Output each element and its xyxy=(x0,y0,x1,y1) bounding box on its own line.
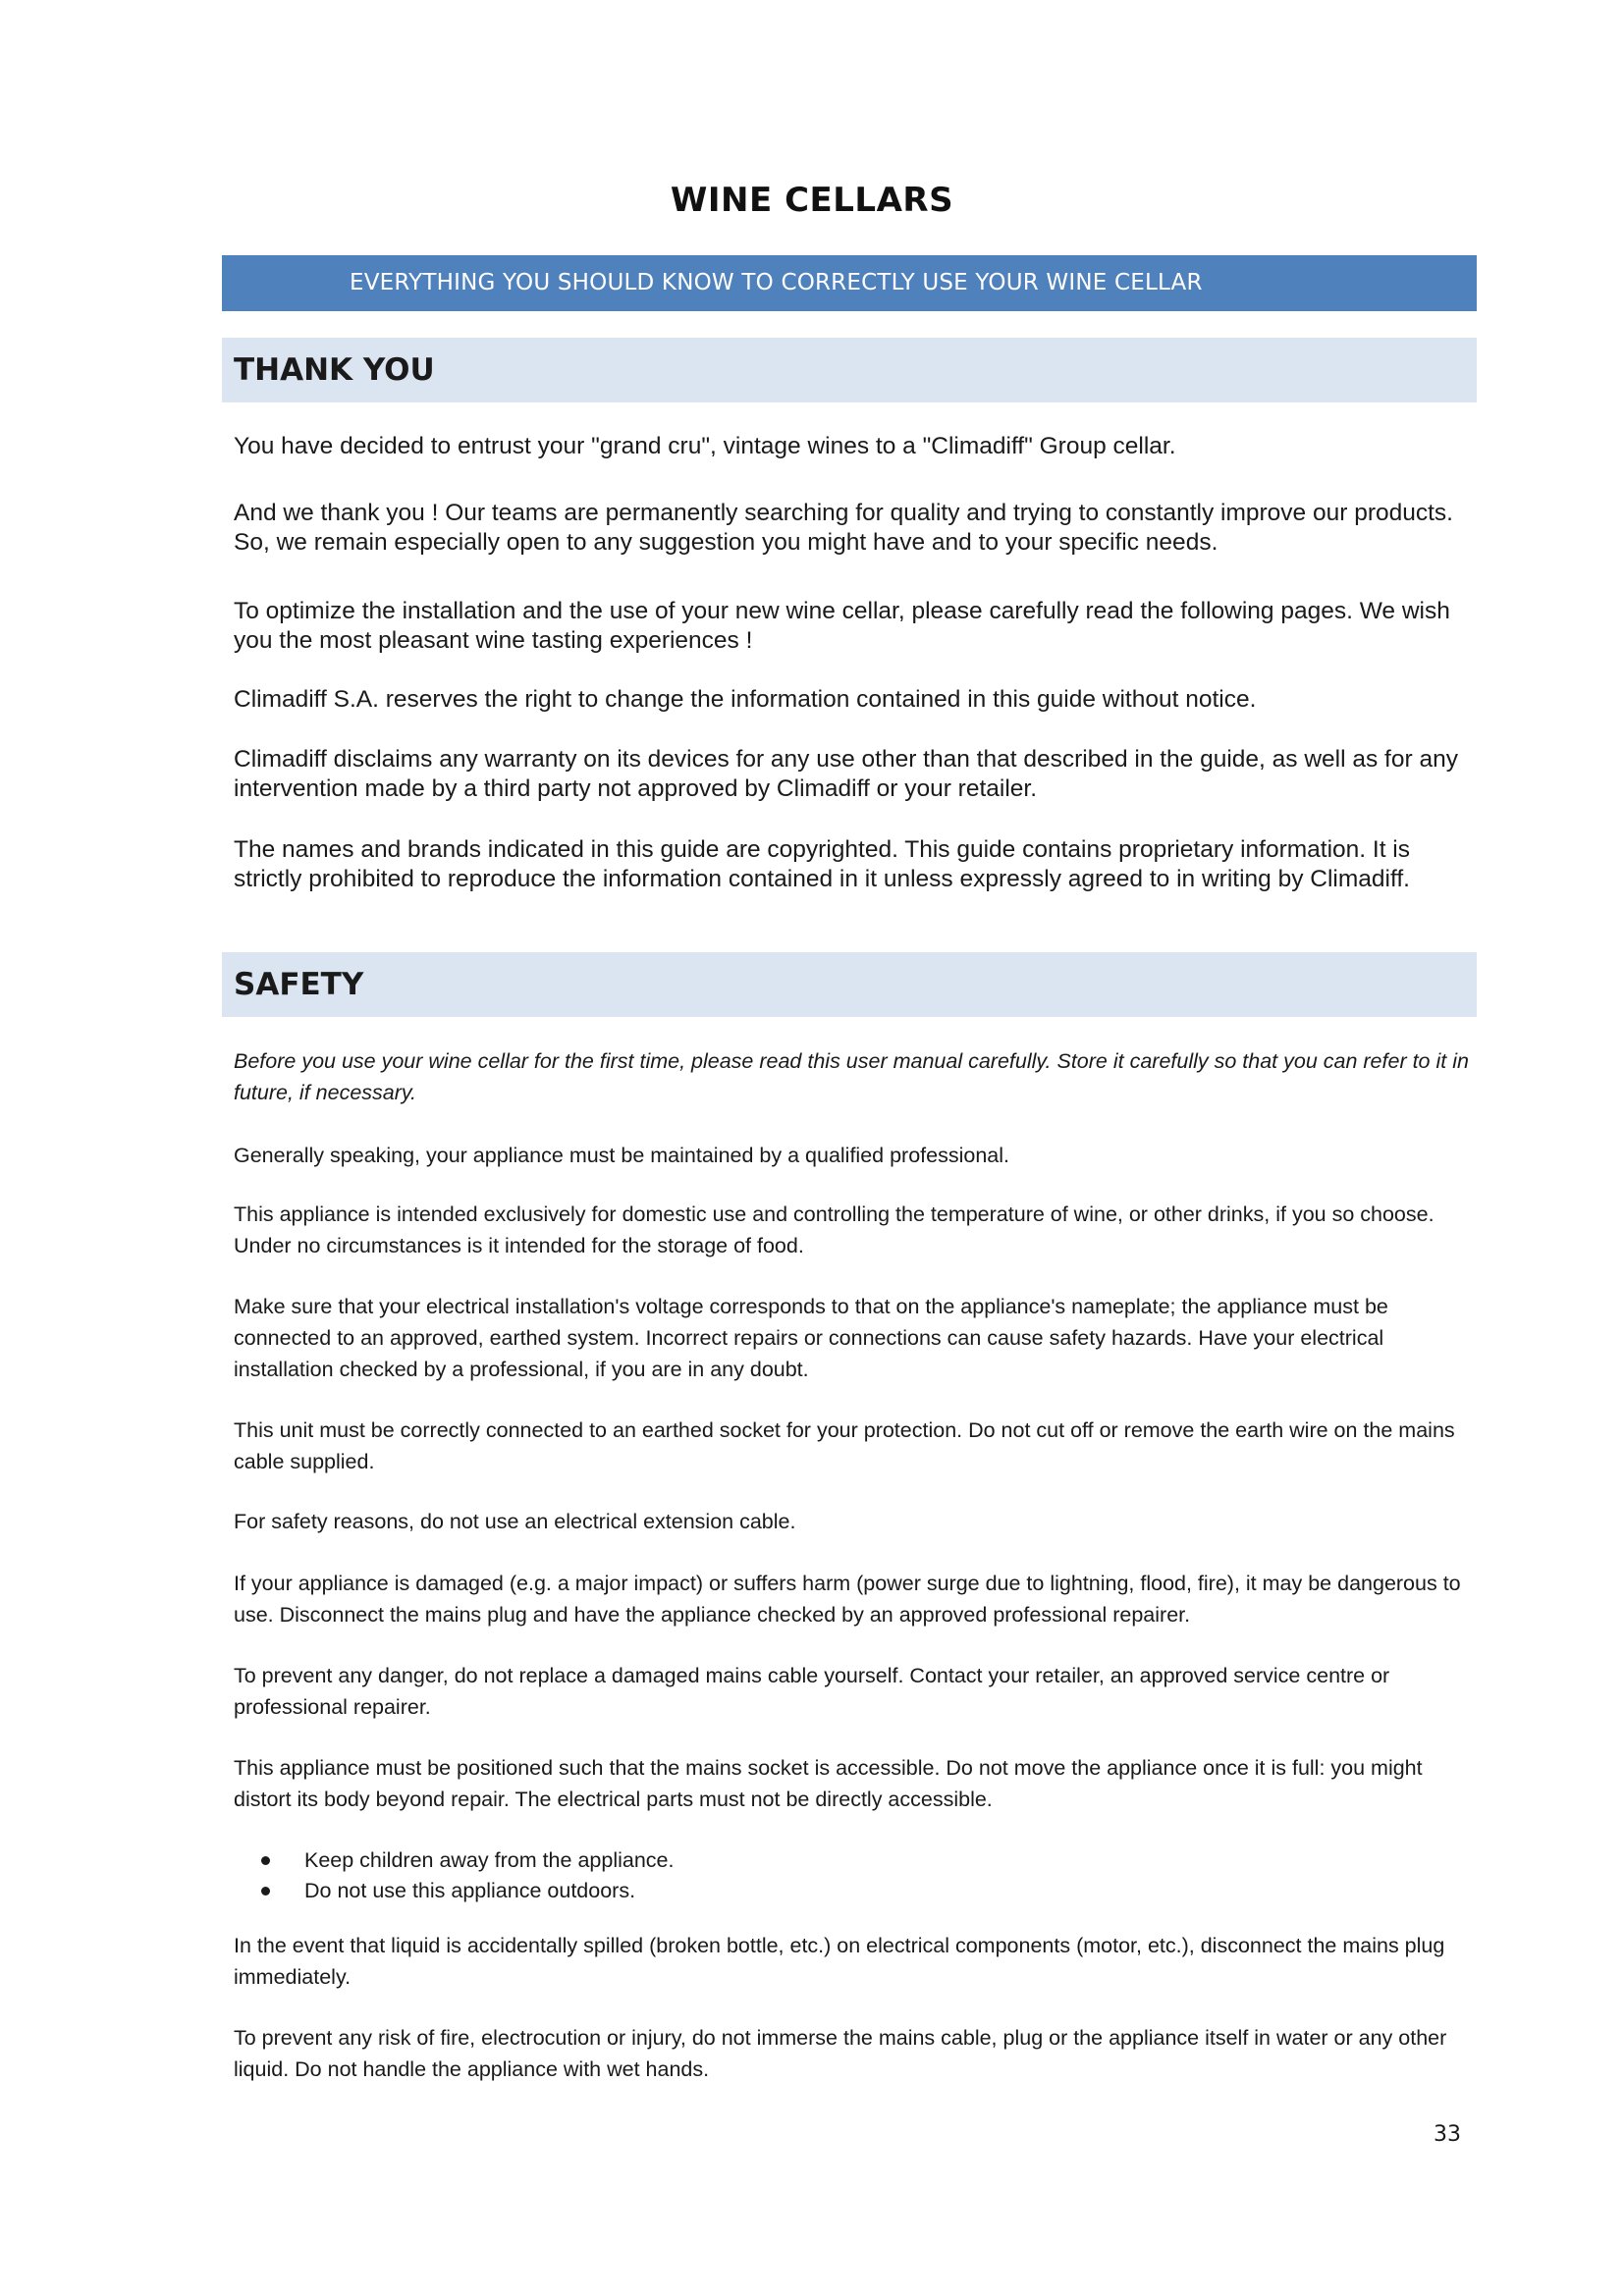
section-banner: EVERYTHING YOU SHOULD KNOW TO CORRECTLY USE YOUR WINE CELLAR xyxy=(222,255,1477,311)
list-item xyxy=(255,1845,1434,1876)
bullet-icon xyxy=(261,1856,270,1865)
safety-paragraph: In the event that liquid is accidentally spilled (broken bottle, etc.) on electrical components (motor, etc.), disconnect the mains plug immediately. xyxy=(234,1934,1445,1989)
thank-you-paragraph: Climadiff S.A. reserves the right to change the information contained in this guide without notice. xyxy=(234,686,1257,713)
safety-bullet-list xyxy=(255,1845,1434,1906)
list-item xyxy=(255,1876,1434,1906)
safety-paragraph: This unit must be correctly connected to an earthed socket for your protection. Do not cut off or remove the earth wire on the mains cable supplied. xyxy=(234,1418,1455,1473)
safety-paragraph: Generally speaking, your appliance must be maintained by a qualified professional. xyxy=(234,1144,1009,1167)
safety-paragraph: Make sure that your electrical installation's voltage corresponds to that on the appliance's nameplate; the appliance must be connected to an approved, earthed system. Incorrect repairs or connections can cause safety hazards. Have your electrical installation checked by a professional, if you are in any doubt. xyxy=(234,1295,1388,1381)
thank-you-heading: THANK YOU xyxy=(222,338,1477,402)
thank-you-paragraph: Climadiff disclaims any warranty on its devices for any use other than that described in the guide, as well as for any intervention made by a third party not approved by Climadiff or your retailer. xyxy=(234,746,1458,802)
safety-paragraph: This appliance must be positioned such that the mains socket is accessible. Do not move the appliance once it is full: you might distort its body beyond repair. The electrical parts must not be directly accessible. xyxy=(234,1756,1423,1811)
thank-you-paragraph: You have decided to entrust your "grand cru", vintage wines to a "Climadiff" Group cellar. xyxy=(234,433,1176,459)
page-number: 33 xyxy=(1434,2122,1461,2147)
bullet-icon xyxy=(261,1887,270,1896)
thank-you-paragraph: To optimize the installation and the use of your new wine cellar, please carefully read the following pages. We wish you the most pleasant wine tasting experiences ! xyxy=(234,598,1450,654)
safety-intro: Before you use your wine cellar for the first time, please read this user manual carefully. Store it carefully so that you can refer to it in future, if necessary. xyxy=(234,1049,1469,1104)
safety-paragraph: This appliance is intended exclusively for domestic use and controlling the temperature of wine, or other drinks, if you so choose. Under no circumstances is it intended for the storage of food. xyxy=(234,1202,1435,1257)
document-title: WINE CELLARS xyxy=(670,181,954,220)
thank-you-paragraph: And we thank you ! Our teams are permanently searching for quality and trying to constantly improve our products. So, we remain especially open to any suggestion you might have and to your specific needs. xyxy=(234,500,1453,556)
safety-paragraph: If your appliance is damaged (e.g. a major impact) or suffers harm (power surge due to lightning, flood, fire), it may be dangerous to use. Disconnect the mains plug and have the appliance checked by an approved professional repairer. xyxy=(234,1572,1461,1627)
list-item-text: Do not use this appliance outdoors. xyxy=(304,1879,636,1902)
list-item-text: Keep children away from the appliance. xyxy=(304,1848,675,1872)
thank-you-paragraph: The names and brands indicated in this guide are copyrighted. This guide contains proprietary information. It is strictly prohibited to reproduce the information contained in it unless expressly agreed to in writing by Climadiff. xyxy=(234,836,1410,892)
safety-paragraph: For safety reasons, do not use an electrical extension cable. xyxy=(234,1510,796,1533)
safety-heading: SAFETY xyxy=(222,952,1477,1017)
safety-paragraph: To prevent any risk of fire, electrocution or injury, do not immerse the mains cable, plug or the appliance itself in water or any other liquid. Do not handle the appliance with wet hands. xyxy=(234,2026,1447,2081)
safety-paragraph: To prevent any danger, do not replace a damaged mains cable yourself. Contact your retailer, an approved service centre or professional repairer. xyxy=(234,1664,1390,1719)
